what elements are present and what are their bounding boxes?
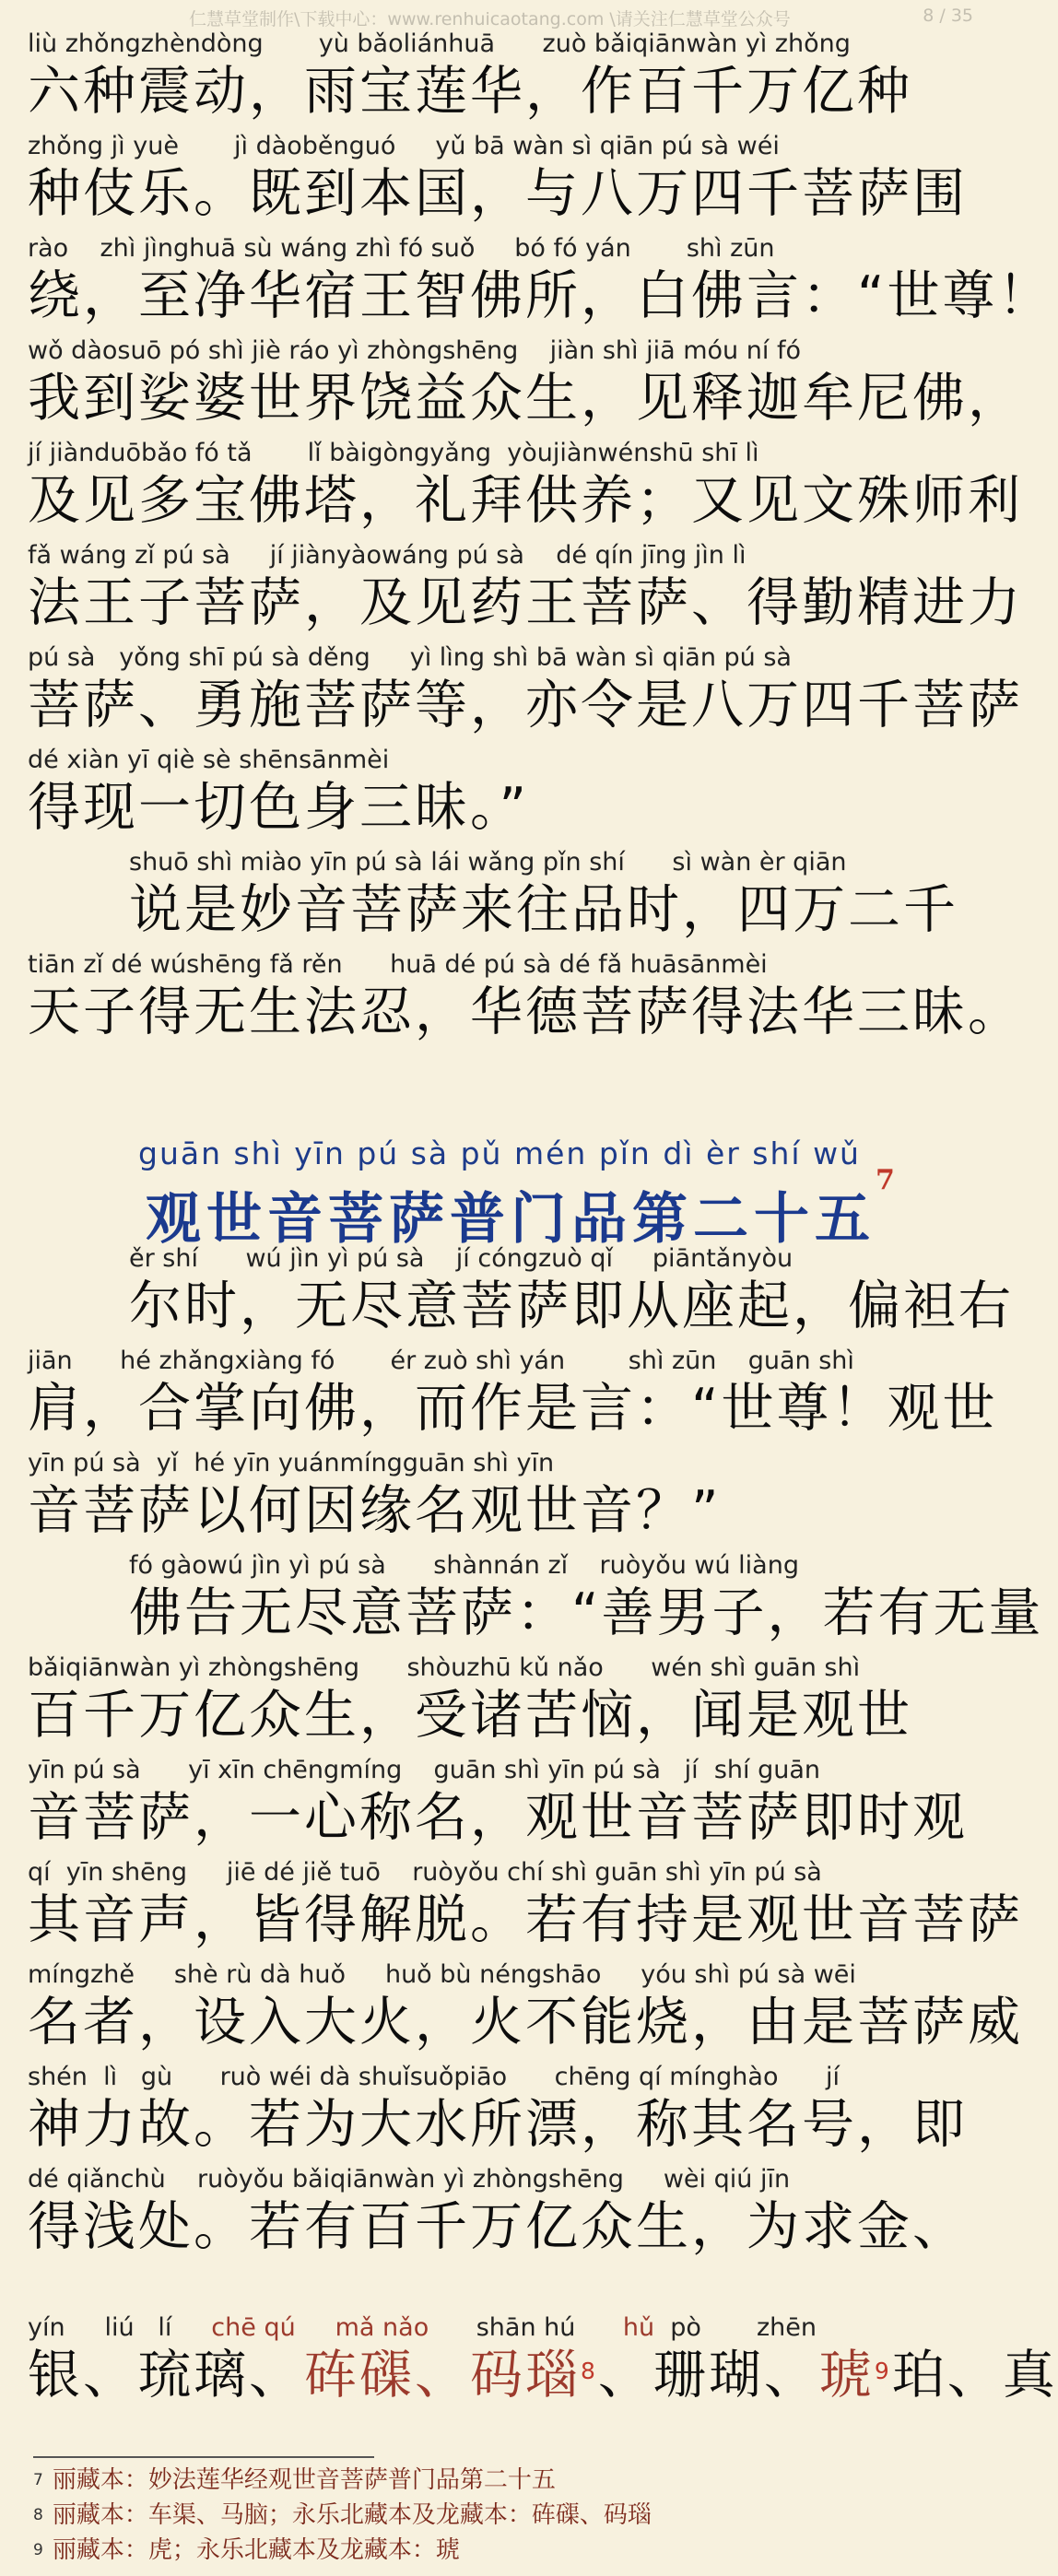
hanzi-line: 音菩萨以何因缘名观世音？” [28, 1480, 722, 1541]
hanzi-line: 得现一切色身三昧。” [28, 777, 530, 838]
pinyin-line: yín liú lí chē qú mǎ nǎo shān hú hǔ pò zhēn [28, 2313, 817, 2342]
pinyin-line: shén lì gù ruò wéi dà shuǐsuǒpiāo chēng qí mínghào jí [28, 2063, 840, 2091]
hanzi-line: 我到娑婆世界饶益众生，见释迦牟尼佛， [28, 368, 1023, 429]
hanzi-line: 法王子菩萨，及见药王菩萨、得勤精进力 [28, 572, 1023, 633]
hanzi-line: 神力故。若为大水所漂，称其名号，即 [28, 2094, 968, 2155]
text-line [129, 846, 968, 940]
text-line [28, 2163, 968, 2257]
text-line [28, 437, 1023, 531]
text-line [28, 130, 968, 224]
footnotes [33, 2463, 964, 2568]
hanzi-line: 菩萨、勇施菩萨等，亦令是八万四千菩萨 [28, 675, 1023, 735]
footnote-marker-9[interactable]: 9 [874, 2358, 892, 2384]
text-line [28, 1856, 1023, 1950]
hanzi-line: 及见多宝佛塔，礼拜供养；又见文殊师利 [28, 470, 1023, 531]
pinyin-line: yīn pú sà yǐ hé yīn yuánmíngguān shì yīn [28, 1449, 555, 1477]
pinyin-line: shuō shì miào yīn pú sà lái wǎng pǐn shí sì wàn èr qiān [129, 848, 847, 876]
footnote-divider [33, 2456, 374, 2458]
pinyin-line: zhǒng jì yuè jì dàoběnguó yǔ bā wàn sì qiān pú sà wéi [28, 132, 780, 160]
hanzi-line: 种伎乐。既到本国，与八万四千菩萨围 [28, 163, 968, 224]
pinyin-line: jiān hé zhǎngxiàng fó ér zuò shì yán shì zūn guān shì [28, 1347, 854, 1375]
hanzi-line: 说是妙音菩萨来往品时，四万二千 [129, 879, 958, 940]
text-line-last [28, 2311, 1058, 2405]
pinyin-line: pú sà yǒng shī pú sà děng yì lìng shì bā wàn sì qiān pú sà [28, 643, 792, 672]
hanzi-line: 肩，合掌向佛，而作是言：“世尊！观世 [28, 1378, 998, 1439]
hanzi-line: 音菩萨，一心称名，观世音菩萨即时观 [28, 1787, 968, 1848]
hanzi-line: 得浅处。若有百千万亿众生，为求金、 [28, 2196, 968, 2257]
text-line [28, 1345, 998, 1439]
footnote-8: $^8$ 丽藏本：车渠、马脑；永乐北藏本及龙藏本：砗磲、码瑙 [33, 2501, 652, 2529]
pinyin-line: yīn pú sà yī xīn chēngmíng guān shì yīn pú sà jí shí guān [28, 1756, 821, 1784]
text-line [28, 28, 968, 122]
section-title-pinyin: guān shì yīn pú sà pǔ mén pǐn dì èr shí wǔ [138, 1135, 861, 1171]
pinyin-line: jí jiànduōbǎo fó tǎ lǐ bàigòngyǎng yòujiànwénshū shī lì [28, 439, 759, 467]
section-title-text: 观世音菩萨普门品第二十五 [146, 1187, 876, 1252]
pinyin-line: bǎiqiānwàn yì zhòngshēng shòuzhū kǔ nǎo wén shì guān shì [28, 1653, 861, 1682]
pinyin-line: rào zhì jìnghuā sù wáng zhì fó suǒ bó fó yán shì zūn [28, 234, 775, 263]
pinyin-line: qí yīn shēng jiē dé jiě tuō ruòyǒu chí shì guān shì yīn pú sà [28, 1858, 822, 1887]
pinyin-line: wǒ dàosuō pó shì jiè ráo yì zhòngshēng jiàn shì jiā móu ní fó [28, 336, 801, 365]
hanzi-line: 尔时，无尽意菩萨即从座起，偏袒右 [129, 1276, 1014, 1336]
pinyin-line: fǎ wáng zǐ pú sà jí jiànyàowáng pú sà dé qín jīng jìn lì [28, 541, 746, 570]
text-line [28, 232, 1053, 326]
text-line [28, 948, 1023, 1042]
variant-highlight: 琥 [818, 2345, 875, 2405]
hanzi-line: 名者，设入大火，火不能烧，由是菩萨威 [28, 1992, 1023, 2053]
footnote-marker-7[interactable]: 7 [876, 1164, 895, 1196]
text-line [28, 539, 1023, 633]
page-number: 8 / 35 [923, 6, 973, 26]
pinyin-line: tiān zǐ dé wúshēng fǎ rěn huā dé pú sà dé fǎ huāsānmèi [28, 950, 768, 979]
pinyin-line: dé qiǎnchù ruòyǒu bǎiqiānwàn yì zhòngshēng wèi qiú jīn [28, 2165, 791, 2194]
hanzi-line: 佛告无尽意菩萨：“善男子，若有无量 [129, 1582, 1044, 1643]
pinyin-line: ěr shí wú jìn yì pú sà jí cóngzuò qǐ piāntǎnyòu [129, 1244, 794, 1273]
pinyin-line: fó gàowú jìn yì pú sà shànnán zǐ ruòyǒu wú liàng [129, 1551, 799, 1580]
variant-highlight: 砗磲、码瑙 [304, 2345, 581, 2405]
footnote-9: $^9$ 丽藏本：虎；永乐北藏本及龙藏本：琥 [33, 2536, 460, 2564]
hanzi-line: 百千万亿众生，受诸苦恼，闻是观世 [28, 1685, 912, 1746]
header-source: 仁慧草堂制作\下载中心：www.renhuicaotang.com \请关注仁慧草堂公众号 [189, 9, 791, 29]
text-line [129, 1549, 1044, 1643]
text-line [28, 1754, 968, 1848]
text-line [28, 1958, 1023, 2053]
hanzi-line: 银、琉璃、砗磲、码瑙$^8$、珊瑚、琥$^9$珀、真 [28, 2345, 1058, 2405]
text-line [28, 335, 1023, 429]
hanzi-line: 天子得无生法忍，华德菩萨得法华三昧。 [28, 982, 1023, 1042]
text-line [28, 1447, 968, 1541]
hanzi-line: 六种震动，雨宝莲华，作百千万亿种 [28, 61, 912, 122]
pinyin-line: liù zhǒngzhèndòng yù bǎoliánhuā zuò bǎiqiānwàn yì zhǒng [28, 29, 851, 58]
text-line [28, 744, 968, 838]
hanzi-line: 绕，至净华宿王智佛所，白佛言：“世尊！ [28, 265, 1053, 326]
pinyin-line: míngzhě shè rù dà huǒ huǒ bù néngshāo yóu shì pú sà wēi [28, 1960, 856, 1989]
hanzi-line: 其音声，皆得解脱。若有持是观世音菩萨 [28, 1889, 1023, 1950]
footnote-marker-8[interactable]: 8 [581, 2358, 598, 2384]
text-line [28, 641, 1023, 735]
text-line [129, 1242, 1014, 1336]
text-line [28, 1652, 968, 1746]
pinyin-line: dé xiàn yī qiè sè shēnsānmèi [28, 746, 390, 774]
footnote-7: $^7$ 丽藏本：妙法莲华经观世音菩萨普门品第二十五 [33, 2466, 556, 2494]
text-line [28, 2061, 968, 2155]
